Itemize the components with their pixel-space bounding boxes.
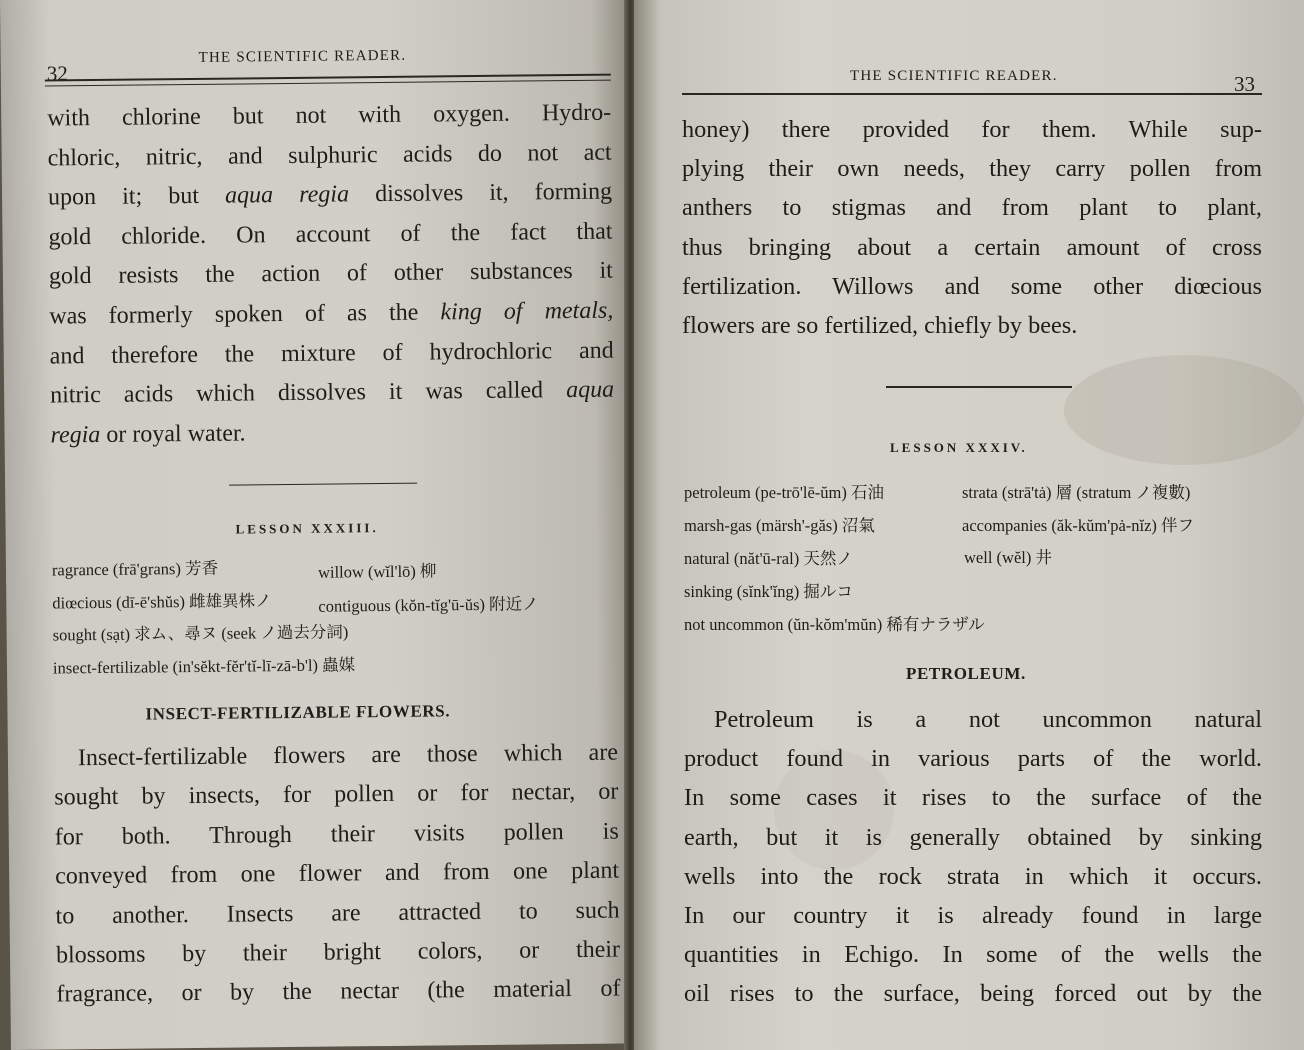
italic-term: aqua [565, 376, 615, 404]
text-line: gold resists the action of other substances it [48, 257, 614, 290]
text-line: for both. Through their visits pollen is [54, 818, 619, 851]
vocab-entry: sinking (sĭnk'ĭng) 掘ルコ [684, 582, 853, 601]
vocab-entry: sought (sạt) 求ム、尋ヌ (seek ノ過去分詞) [52, 622, 349, 645]
text-line: fertilization. Willows and some other diœcious [682, 272, 1262, 300]
running-head: THE SCIENTIFIC READER. [198, 47, 407, 66]
vocab-entry: not uncommon (ŭn-kŏm'mŭn) 稀有ナラザル [684, 615, 985, 634]
text-line: In some cases it rises to the surface of the [684, 784, 1262, 812]
right-continuation-paragraph [682, 110, 1262, 345]
italic-term: regia [50, 421, 101, 449]
lesson-title: LESSON XXXIII. [235, 520, 379, 537]
italic-term: king of metals, [440, 297, 614, 326]
italic-term: aqua regia [224, 181, 350, 209]
vocab-entry: ragrance (frā'grans) 芳香 [51, 558, 219, 580]
page-number: 32 [46, 61, 68, 86]
text-line: oil rises to the surface, being forced out by the [684, 980, 1262, 1008]
text-line: Insect-fertilizable flowers are those which are [77, 739, 619, 772]
text-line: earth, but it is generally obtained by sinking [684, 823, 1262, 851]
text-line: flowers are so fertilized, chiefly by bees. [682, 312, 1078, 340]
text-line: nitric acids which dissolves it was called aqua [50, 376, 615, 409]
vocab-entry: well (wĕl) 井 [964, 548, 1052, 567]
header-rule [682, 93, 1262, 95]
text-line: and therefore the mixture of hydrochloric and [49, 337, 614, 370]
text-line: Petroleum is a not uncommon natural [714, 706, 1262, 733]
lesson-title: LESSON XXXIV. [890, 440, 1028, 455]
text-line: wells into the rock strata in which it occurs. [684, 862, 1262, 890]
text-line: was formerly spoken of as the king of metals, [49, 297, 614, 330]
section-title: INSECT-FERTILIZABLE FLOWERS. [145, 701, 451, 724]
text-line: plying their own needs, they carry pollen from [682, 155, 1262, 183]
text-line: with chlorine but not with oxygen. Hydro- [47, 99, 612, 132]
text-line: chloric, nitric, and sulphuric acids do not act [47, 139, 612, 172]
vocab-entry: insect-fertilizable (in'sĕkt-fĕr'tĭ-lī-zā-b'l) 蟲媒 [52, 655, 356, 678]
vocab-entry: strata (strā'tȧ) 層 (stratum ノ複數) [962, 483, 1191, 502]
section-divider [229, 483, 417, 486]
text-line: to another. Insects are attracted to such [55, 897, 620, 930]
page-number: 33 [1234, 72, 1255, 96]
vocab-entry: accompanies (ăk-kŭm'pȧ-nĭz) 伴フ [962, 516, 1195, 535]
section-divider [886, 386, 1072, 388]
right-page [634, 0, 1304, 1050]
text-line: gold chloride. On account of the fact that [48, 218, 613, 251]
text-line: upon it; but aqua regia dissolves it, forming [47, 178, 613, 211]
right-section-paragraph [684, 700, 1262, 1014]
text-line: fragrance, or by the nectar (the material of [56, 975, 621, 1008]
vocab-entry: petroleum (pe-trō'lē-ŭm) 石油 [684, 483, 884, 502]
text-line: blossoms by their bright colors, or their [55, 936, 621, 969]
text-line: product found in various parts of the world. [684, 745, 1262, 773]
section-title: PETROLEUM. [906, 664, 1026, 683]
left-section-paragraph [54, 734, 621, 1016]
text-line: thus bringing about a certain amount of cross [682, 233, 1262, 261]
text-line: honey) there provided for them. While sup- [682, 116, 1262, 143]
text-line: sought by insects, for pollen or for nectar, or [54, 778, 619, 811]
vocab-entry: natural (năt'ū-ral) 天然ノ [684, 549, 853, 568]
text-line: quantities in Echigo. In some of the wells the [684, 941, 1262, 969]
vocab-entry: marsh-gas (märsh'-găs) 沼氣 [684, 516, 875, 535]
text-line: conveyed from one flower and from one plant [55, 857, 620, 890]
left-page [0, 0, 639, 1050]
vocab-entry: willow (wĭl'lō) 柳 [317, 561, 437, 582]
show-through-smudge [1064, 355, 1304, 465]
text-line: anthers to stigmas and from plant to plant, [682, 194, 1262, 222]
running-head: THE SCIENTIFIC READER. [850, 68, 1058, 84]
left-continuation-paragraph [47, 94, 615, 456]
text-line: regia or royal water. [50, 420, 246, 449]
text-line: In our country it is already found in large [684, 902, 1262, 930]
vocab-entry: diœcious (dī-ē'shŭs) 雌雄異株ノ [52, 591, 272, 613]
vocab-entry: contiguous (kŏn-tĭg'ū-ŭs) 附近ノ [318, 594, 539, 616]
